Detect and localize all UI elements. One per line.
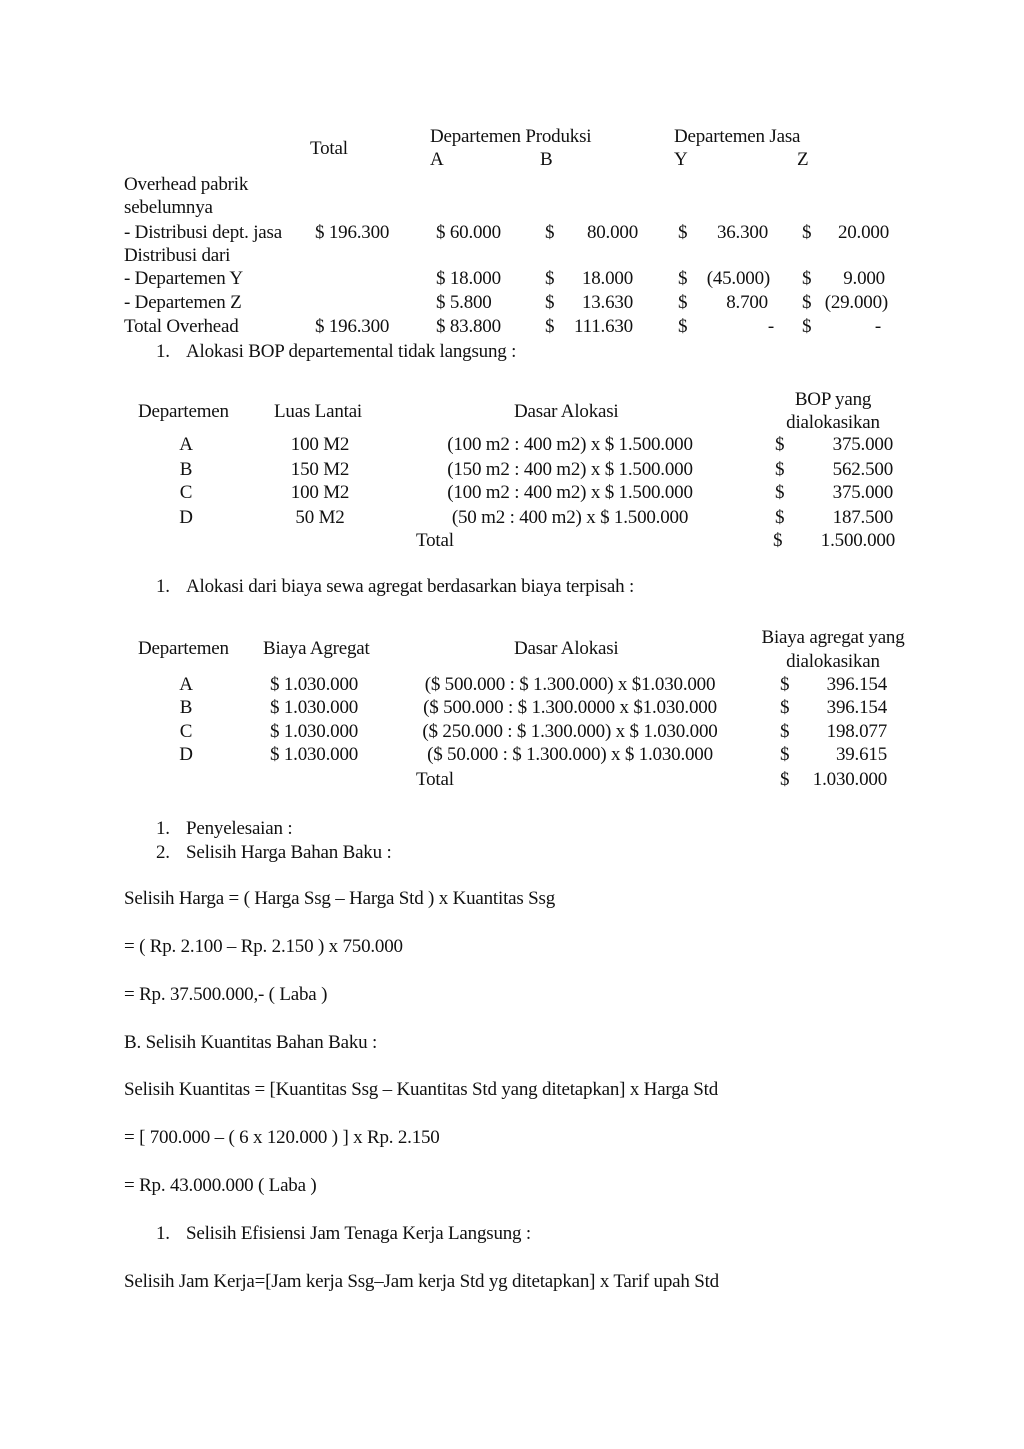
row-label-overhead: Overhead pabrik bbox=[124, 174, 249, 195]
cell-z-currency: $ bbox=[802, 268, 812, 289]
table-cell-currency: $ bbox=[780, 697, 790, 718]
header-col-a: A bbox=[430, 149, 444, 170]
cell-b-currency: $ bbox=[545, 316, 555, 337]
header-dasar-alokasi: Dasar Alokasi bbox=[514, 401, 619, 422]
cell-a: $ 18.000 bbox=[436, 268, 501, 289]
cell-y-currency: $ bbox=[678, 292, 688, 313]
total-label: Total bbox=[416, 530, 454, 551]
table-cell-value: 198.077 bbox=[826, 721, 887, 742]
table-cell-value: 39.615 bbox=[835, 744, 887, 765]
cell-total: $ 196.300 bbox=[315, 316, 390, 337]
table-cell-dept: D bbox=[179, 507, 193, 528]
header-dept-produksi: Departemen Produksi bbox=[430, 126, 592, 147]
formula-line: = ( Rp. 2.100 – Rp. 2.150 ) x 750.000 bbox=[124, 936, 403, 957]
cell-a: $ 60.000 bbox=[436, 222, 501, 243]
header-departemen: Departemen bbox=[138, 638, 229, 659]
table-cell-luas: 100 M2 bbox=[290, 434, 350, 455]
table-cell-dasar: (150 m2 : 400 m2) x $ 1.500.000 bbox=[447, 459, 693, 480]
table-cell-value: 375.000 bbox=[832, 434, 893, 455]
row-label: Distribusi dari bbox=[124, 245, 231, 266]
cell-b: 13.630 bbox=[581, 292, 633, 313]
table-cell-currency: $ bbox=[780, 674, 790, 695]
table-cell-dept: A bbox=[179, 674, 193, 695]
table-cell-currency: $ bbox=[780, 744, 790, 765]
list-item: Selisih Harga Bahan Baku : bbox=[186, 842, 392, 863]
table-cell-currency: $ bbox=[775, 459, 785, 480]
row-label: - Departemen Y bbox=[124, 268, 243, 289]
table-cell-biaya: $ 1.030.000 bbox=[270, 721, 359, 742]
header-dasar-alokasi: Dasar Alokasi bbox=[514, 638, 619, 659]
table-cell-dept: D bbox=[179, 744, 193, 765]
table-cell-dasar: ($ 500.000 : $ 1.300.0000 x $1.030.000 bbox=[423, 697, 717, 718]
table-cell-biaya: $ 1.030.000 bbox=[270, 744, 359, 765]
header-col-b: B bbox=[540, 149, 553, 170]
header-dept-jasa: Departemen Jasa bbox=[674, 126, 801, 147]
total-label: Total bbox=[416, 769, 454, 790]
header-alokasi-1: Biaya agregat yang bbox=[761, 627, 905, 648]
cell-a: $ 83.800 bbox=[436, 316, 501, 337]
formula-line: = Rp. 37.500.000,- ( Laba ) bbox=[124, 984, 328, 1005]
table-cell-currency: $ bbox=[775, 482, 785, 503]
cell-z-currency: $ bbox=[802, 222, 812, 243]
row-label-sebelumnya: sebelumnya bbox=[124, 197, 213, 218]
formula-line: Selisih Kuantitas = [Kuantitas Ssg – Kuantitas Std yang ditetapkan] x Harga Std bbox=[124, 1079, 719, 1100]
cell-y: 36.300 bbox=[716, 222, 768, 243]
cell-y-currency: $ bbox=[678, 316, 688, 337]
row-label: Total Overhead bbox=[124, 316, 239, 337]
cell-y-currency: $ bbox=[678, 222, 688, 243]
table-cell-dasar: (50 m2 : 400 m2) x $ 1.500.000 bbox=[451, 507, 689, 528]
cell-y: (45.000) bbox=[706, 268, 770, 289]
list-item: Penyelesaian : bbox=[186, 818, 293, 839]
table-cell-value: 562.500 bbox=[832, 459, 893, 480]
total-value: 1.030.000 bbox=[812, 769, 887, 790]
subsection-heading: B. Selisih Kuantitas Bahan Baku : bbox=[124, 1032, 378, 1053]
table-cell-value: 187.500 bbox=[832, 507, 893, 528]
header-bop-1: BOP yang bbox=[794, 389, 872, 410]
table-cell-value: 396.154 bbox=[826, 697, 887, 718]
table-cell-biaya: $ 1.030.000 bbox=[270, 697, 359, 718]
total-currency: $ bbox=[780, 769, 790, 790]
cell-y: 8.700 bbox=[726, 292, 768, 313]
cell-z: - bbox=[874, 316, 881, 337]
formula-line: Selisih Jam Kerja=[Jam kerja Ssg–Jam kerja Std yg ditetapkan] x Tarif upah Std bbox=[124, 1271, 719, 1292]
cell-a: $ 5.800 bbox=[436, 292, 492, 313]
total-value: 1.500.000 bbox=[820, 530, 895, 551]
header-biaya-agregat: Biaya Agregat bbox=[263, 638, 370, 659]
table-cell-luas: 50 M2 bbox=[295, 507, 345, 528]
table-cell-dasar: ($ 250.000 : $ 1.300.000) x $ 1.030.000 bbox=[422, 721, 718, 742]
cell-z-currency: $ bbox=[802, 292, 812, 313]
cell-y: - bbox=[767, 316, 774, 337]
table-cell-dept: B bbox=[179, 697, 193, 718]
cell-b-currency: $ bbox=[545, 268, 555, 289]
cell-y-currency: $ bbox=[678, 268, 688, 289]
header-col-z: Z bbox=[797, 149, 809, 170]
table-cell-value: 375.000 bbox=[832, 482, 893, 503]
header-total: Total bbox=[310, 138, 348, 159]
row-label: - Distribusi dept. jasa bbox=[124, 222, 282, 243]
section-title: Alokasi BOP departemental tidak langsung : bbox=[186, 341, 517, 362]
total-currency: $ bbox=[773, 530, 783, 551]
table-cell-luas: 150 M2 bbox=[290, 459, 350, 480]
header-bop-2: dialokasikan bbox=[786, 412, 880, 433]
list-number: 2. bbox=[156, 842, 170, 863]
cell-b: 80.000 bbox=[586, 222, 638, 243]
cell-z: 9.000 bbox=[843, 268, 885, 289]
list-number: 1. bbox=[156, 341, 170, 362]
list-number: 1. bbox=[156, 1223, 170, 1244]
table-cell-dept: C bbox=[179, 482, 193, 503]
table-cell-dasar: (100 m2 : 400 m2) x $ 1.500.000 bbox=[447, 482, 693, 503]
formula-line: = Rp. 43.000.000 ( Laba ) bbox=[124, 1175, 317, 1196]
section-title: Selisih Efisiensi Jam Tenaga Kerja Langsung : bbox=[186, 1223, 531, 1244]
cell-b-currency: $ bbox=[545, 222, 555, 243]
cell-z: 20.000 bbox=[837, 222, 889, 243]
list-number: 1. bbox=[156, 818, 170, 839]
formula-line: = [ 700.000 – ( 6 x 120.000 ) ] x Rp. 2.150 bbox=[124, 1127, 440, 1148]
header-departemen: Departemen bbox=[138, 401, 229, 422]
list-number: 1. bbox=[156, 576, 170, 597]
cell-z-currency: $ bbox=[802, 316, 812, 337]
cell-z: (29.000) bbox=[824, 292, 888, 313]
table-cell-dept: C bbox=[179, 721, 193, 742]
table-cell-dasar: ($ 50.000 : $ 1.300.000) x $ 1.030.000 bbox=[427, 744, 713, 765]
table-cell-currency: $ bbox=[775, 434, 785, 455]
table-cell-dasar: (100 m2 : 400 m2) x $ 1.500.000 bbox=[447, 434, 693, 455]
table-cell-luas: 100 M2 bbox=[290, 482, 350, 503]
cell-b: 18.000 bbox=[581, 268, 633, 289]
table-cell-dasar: ($ 500.000 : $ 1.300.000) x $1.030.000 bbox=[424, 674, 716, 695]
cell-b-currency: $ bbox=[545, 292, 555, 313]
row-label: - Departemen Z bbox=[124, 292, 242, 313]
cell-b: 111.630 bbox=[574, 316, 633, 337]
header-alokasi-2: dialokasikan bbox=[786, 651, 880, 672]
table-cell-currency: $ bbox=[780, 721, 790, 742]
header-luas-lantai: Luas Lantai bbox=[274, 401, 363, 422]
table-cell-currency: $ bbox=[775, 507, 785, 528]
section-title: Alokasi dari biaya sewa agregat berdasarkan biaya terpisah : bbox=[186, 576, 635, 597]
table-cell-dept: B bbox=[179, 459, 193, 480]
table-cell-dept: A bbox=[179, 434, 193, 455]
formula-line: Selisih Harga = ( Harga Ssg – Harga Std ) x Kuantitas Ssg bbox=[124, 888, 555, 909]
table-cell-value: 396.154 bbox=[826, 674, 887, 695]
cell-total: $ 196.300 bbox=[315, 222, 390, 243]
table-cell-biaya: $ 1.030.000 bbox=[270, 674, 359, 695]
header-col-y: Y bbox=[674, 149, 688, 170]
